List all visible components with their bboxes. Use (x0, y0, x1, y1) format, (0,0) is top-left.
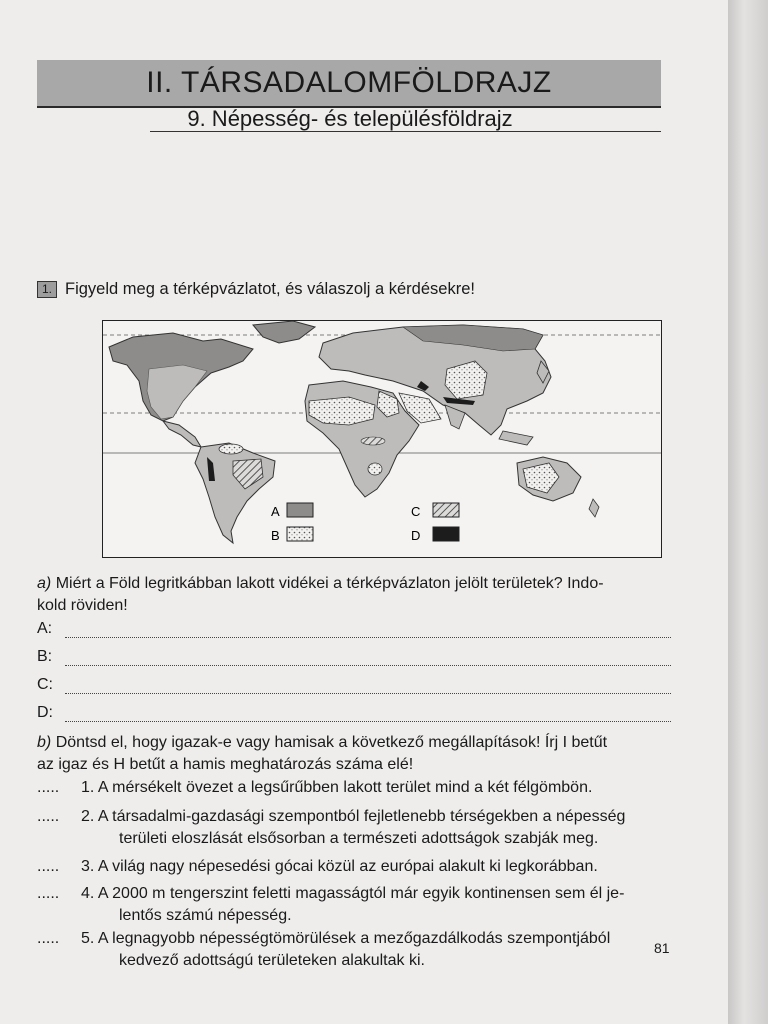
statement-5[interactable]: ..... 5. A legnagyobb népességtömörülések a mezőgazdálkodás szempontjából kedvező adottságú területeken alakultak ki. (37, 930, 611, 969)
legend-swatch-a (287, 503, 313, 517)
legend-label-b: B (271, 528, 280, 543)
answer-label-c: C: (37, 676, 53, 693)
question-b (37, 732, 607, 776)
legend-label-a: A (271, 504, 280, 519)
question-b-line1: Döntsd el, hogy igazak-e vagy hamisak a következő megállapítások! Írj I betűt (55, 734, 608, 751)
question-a (37, 573, 604, 617)
answer-label-a: A: (37, 620, 53, 637)
answer-line-b[interactable] (37, 648, 671, 666)
world-map (102, 320, 662, 558)
statement-1[interactable]: ..... 1. A mérsékelt övezet a legsűrűbben lakott terület mind a két félgömbön. (37, 779, 593, 796)
section-title: 9. Népesség- és településföldrajz (187, 106, 513, 131)
legend-label-c: C (411, 504, 421, 519)
answer-line-d[interactable] (37, 704, 671, 722)
answer-label-b: B: (37, 648, 53, 665)
statement-3[interactable]: ..... 3. A világ nagy népesedési gócai közül az európai alakult ki legkorábban. (37, 858, 598, 875)
task-heading (37, 280, 475, 299)
task-instruction: Figyeld meg a térképvázlatot, és válaszolj a kérdésekre! (65, 280, 475, 298)
question-b-label: b) (37, 734, 52, 751)
statement-4[interactable]: ..... 4. A 2000 m tengerszint feletti magasságtól már egyik kontinensen sem él je- lentős számú népesség. (37, 885, 625, 924)
task-number-badge: 1. (37, 281, 57, 298)
legend-swatch-d (433, 527, 459, 541)
section-divider (150, 131, 661, 132)
chapter-header (37, 60, 661, 108)
question-a-line1: Miért a Föld legritkábban lakott vidékei a térképvázlaton jelölt területek? Indo- (55, 575, 604, 592)
answer-line-a[interactable] (37, 620, 671, 638)
world-map-sketch (103, 321, 661, 557)
page-number: 81 (654, 940, 670, 956)
answer-label-d: D: (37, 704, 53, 721)
legend-swatch-c (433, 503, 459, 517)
statement-2[interactable]: ..... 2. A társadalmi-gazdasági szempontból fejletlenebb térségekben a népesség területi eloszlását elsősorban a természeti adottságok szabják meg. (37, 808, 626, 847)
question-a-label: a) (37, 575, 52, 592)
book-spine-edge (728, 0, 768, 1024)
question-b-line2: az igaz és H betűt a hamis meghatározás száma elé! (37, 756, 414, 773)
answer-line-c[interactable] (37, 676, 671, 694)
legend-swatch-b (287, 527, 313, 541)
question-a-line2: kold röviden! (37, 597, 128, 614)
legend-label-d: D (411, 528, 421, 543)
chapter-title: II. TÁRSADALOMFÖLDRAJZ (146, 66, 552, 99)
